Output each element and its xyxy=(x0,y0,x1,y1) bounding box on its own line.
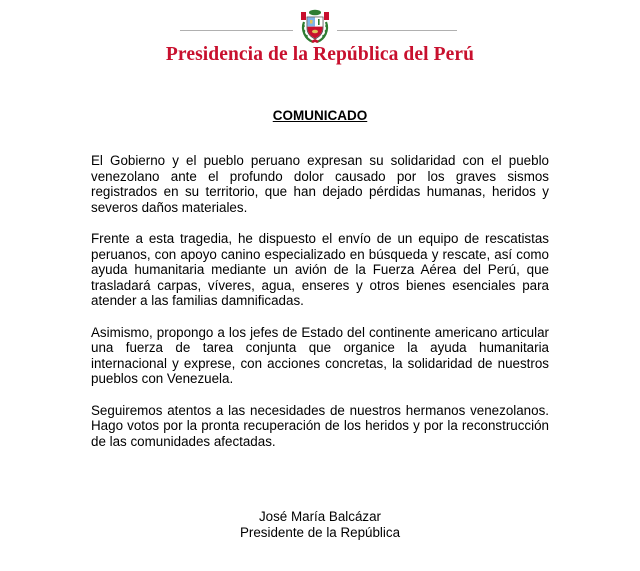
paragraph: El Gobierno y el pueblo peruano expresan su solidaridad con el pueblo venezolano ante el profundo dolor causado por los graves sismos registrados en su territorio, que han dejado pérdidas humanas, heridos y severos daños materiales. xyxy=(91,153,549,215)
document-title: COMUNICADO xyxy=(272,108,368,123)
communique-body xyxy=(91,153,549,465)
seal-row xyxy=(0,8,640,44)
signatory-position: Presidente de la República xyxy=(239,525,401,540)
signatory-name: José María Balcázar xyxy=(258,509,382,524)
signature-block xyxy=(0,509,640,541)
paragraph: Frente a esta tragedia, he dispuesto el envío de un equipo de rescatistas peruanos, con apoyo canino especializado en búsqueda y rescate, así como ayuda humanitaria mediante un avión de la Fuerza Aérea del Perú, que trasladará carpas, víveres, agua, enseres y otros bienes esenciales para atender a las familias damnificadas. xyxy=(91,231,549,308)
institution-name: Presidencia de la República del Perú xyxy=(165,44,475,65)
paragraph: Asimismo, propongo a los jefes de Estado del continente americano articular una fuerza de tarea conjunta que organice la ayuda humanitaria internacional y exprese, con acciones concretas, la solidaridad de nuestros pueblos con Venezuela. xyxy=(91,324,549,386)
letterhead-rule-left xyxy=(180,30,293,31)
paragraph: Seguiremos atentos a las necesidades de nuestros hermanos venezolanos. Hago votos por la pronta recuperación de los heridos y por la reconstrucción de las comunidades afectadas. xyxy=(91,402,549,449)
coat-of-arms-icon xyxy=(298,8,332,44)
letterhead xyxy=(0,8,640,66)
letterhead-rule-right xyxy=(337,30,457,31)
